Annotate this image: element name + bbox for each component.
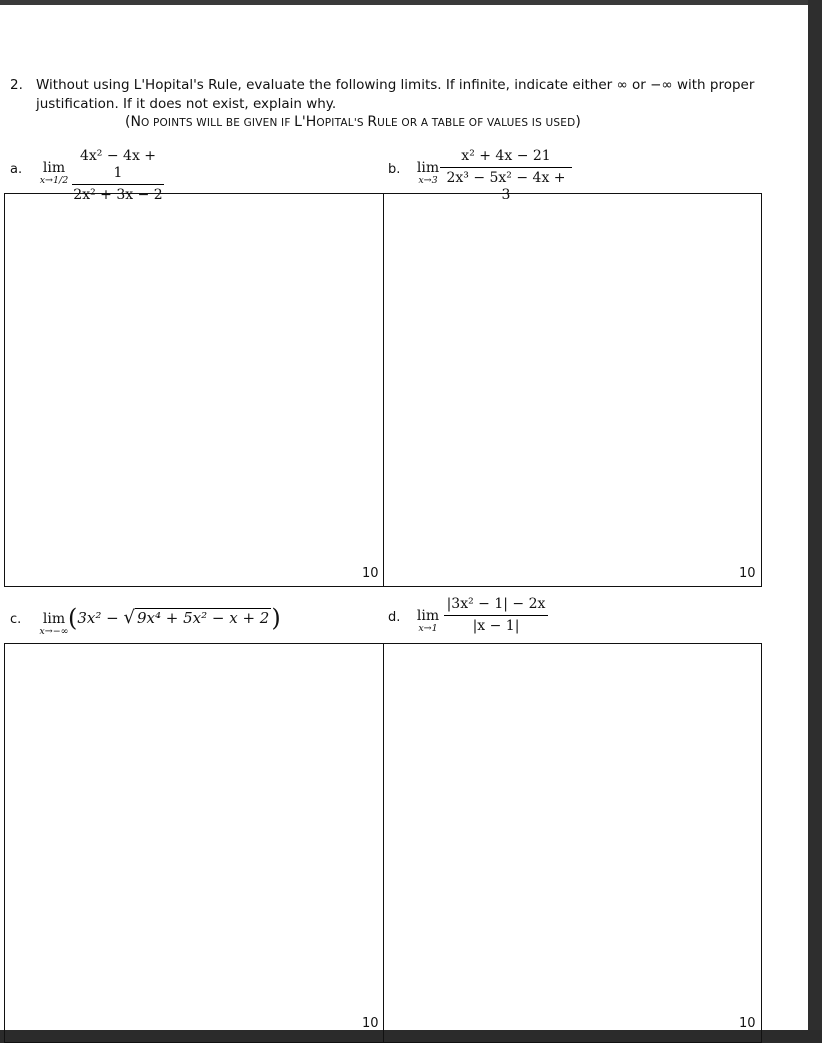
part-b-lim: lim x→3	[416, 160, 440, 186]
part-c-points: 10	[362, 1016, 379, 1031]
part-d-fraction	[444, 596, 548, 635]
part-a-lim: lim x→1/2	[39, 160, 69, 186]
problem-number: 2.	[10, 77, 23, 93]
part-b-numerator: x² + 4x − 21	[440, 148, 572, 168]
part-d-label: d.	[388, 610, 401, 625]
problem-line-1: Without using L'Hopital's Rule, evaluate the following limits. If infinite, indicate either ∞ or −∞ with proper	[36, 77, 755, 93]
answer-box-a[interactable]	[4, 193, 384, 587]
viewer-scrollbar[interactable]	[808, 0, 822, 1030]
part-d-denominator: |x − 1|	[472, 618, 520, 634]
part-b-label: b.	[388, 162, 401, 177]
part-c-lim: lim x→−∞	[39, 611, 69, 637]
answer-box-c[interactable]	[4, 643, 384, 1043]
part-a-numerator: 4x² − 4x + 1	[72, 148, 164, 185]
problem-statement	[10, 76, 790, 114]
answer-box-b[interactable]	[383, 193, 762, 587]
part-a-points: 10	[362, 566, 379, 581]
answer-box-d[interactable]	[383, 643, 762, 1043]
part-a-label: a.	[10, 162, 23, 177]
part-d-lim: lim x→1	[416, 608, 440, 634]
part-d-points: 10	[739, 1016, 756, 1031]
part-c-expression: (3x² − √ 9x⁴ + 5x² − x + 2)	[68, 604, 281, 632]
part-b-denominator: 2x³ − 5x² − 4x + 3	[446, 170, 566, 203]
part-a-denominator: 2x² + 3x − 2	[73, 187, 163, 203]
part-c-label: c.	[10, 612, 22, 627]
part-d-numerator: |3x² − 1| − 2x	[444, 596, 548, 616]
no-lhopital-note: (NO POINTS WILL BE GIVEN IF L'HOPITAL'S RULE OR A TABLE OF VALUES IS USED)	[125, 114, 581, 130]
part-b-points: 10	[739, 566, 756, 581]
problem-line-2: justification. If it does not exist, explain why.	[36, 96, 337, 112]
